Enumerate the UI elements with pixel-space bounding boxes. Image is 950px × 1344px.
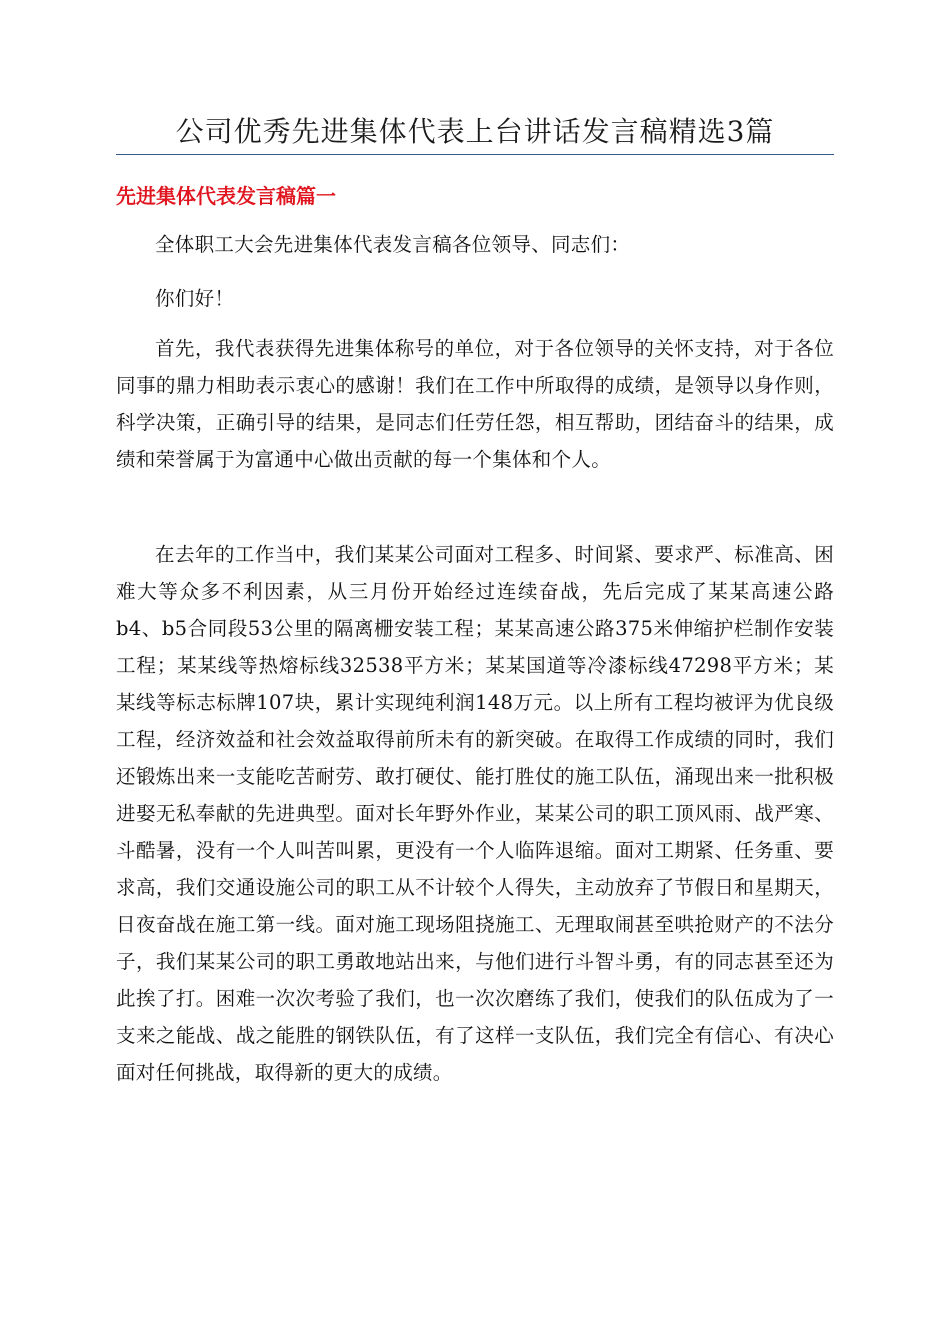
paragraph-thanks: 首先，我代表获得先进集体称号的单位，对于各位领导的关怀支持，对于各位同事的鼎力相助表示衷心的感谢！我们在工作中所取得的成绩，是领导以身作则，科学决策，正确引导的结果，是同志们任劳任怨，相互帮助，团结奋斗的结果，成绩和荣誉属于为富通中心做出贡献的每一个集体和个人。 bbox=[116, 337, 834, 471]
paragraph-salutation: 全体职工大会先进集体代表发言稿各位领导、同志们： bbox=[155, 233, 631, 256]
paragraph-achievements: 在去年的工作当中，我们某某公司面对工程多、时间紧、要求严、标准高、困难大等众多不利因素，从三月份开始经过连续奋战，先后完成了某某高速公路b4、b5合同段53公里的隔离栅安装工程；某某高速公路375米伸缩护栏制作安装工程；某某线等热熔标线32538平方米；某某国道等冷漆标线47298平方米；某某线等标志标牌107块，累计实现纯利润148万元。以上所有工程均被评为优良级工程，经济效益和社会效益取得前所未有的新突破。在取得工作成绩的同时，我们还锻炼出来一支能吃苦耐劳、敢打硬仗、能打胜仗的施工队伍，涌现出来一批积极进娶无私奉献的先进典型。面对长年野外作业，某某公司的职工顶风雨、战严寒、斗酷暑，没有一个人叫苦叫累，更没有一个人临阵退缩。面对工期紧、任务重、要求高，我们交通设施公司的职工从不计较个人得失，主动放弃了节假日和星期天，日夜奋战在施工第一线。面对施工现场阻挠施工、无理取闹甚至哄抢财产的不法分子，我们某某公司的职工勇敢地站出来，与他们进行斗智斗勇，有的同志甚至还为此挨了打。困难一次次考验了我们，也一次次磨练了我们，使我们的队伍成为了一支来之能战、战之能胜的钢铁队伍，有了这样一支队伍，我们完全有信心、有决心面对任何挑战，取得新的更大的成绩。 bbox=[116, 543, 834, 1084]
document-title: 公司优秀先进集体代表上台讲话发言稿精选3篇 bbox=[175, 115, 775, 148]
section-heading: 先进集体代表发言稿篇一 bbox=[116, 184, 336, 208]
paragraph-greeting: 你们好！ bbox=[155, 287, 235, 310]
title-underline bbox=[116, 154, 834, 155]
